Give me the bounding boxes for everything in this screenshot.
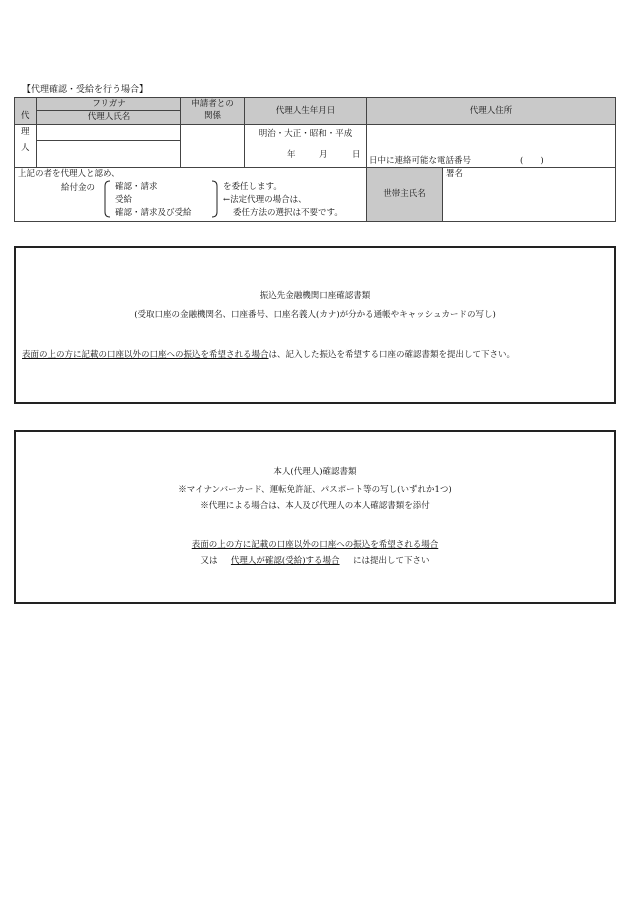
month-label: 月 [319,150,328,160]
bank-box-note-underlined: 表面の上の方に記載の口座以外の口座への振込を希望される場合 [22,350,269,360]
phone-label: 日中に連絡可能な電話番号 [369,156,472,166]
legal-note-2: 委任方法の選択は不要です。 [233,208,343,218]
household-head-label: 世帯主氏名 [383,189,426,199]
agent-name-input[interactable] [37,141,180,167]
id-box-note2-prefix: 又は [200,556,218,566]
era-options[interactable]: 明治・大正・昭和・平成 [258,129,353,139]
relation-label-2: 関係 [203,111,221,121]
bank-document-box [14,246,616,404]
relation-input[interactable] [181,125,244,167]
phone-input[interactable]: ( ) [520,156,544,166]
id-box-line2: ※代理による場合は、本人及び代理人の本人確認書類を添付 [200,501,430,511]
option-receive[interactable]: 受給 [115,195,133,205]
id-box-note [16,538,614,552]
id-document-box [14,430,616,604]
id-box-title: 本人(代理人)確認書類 [273,467,357,477]
birthdate-label: 代理人生年月日 [275,106,336,116]
section-title: 【代理確認・受給を行う場合】 [22,85,149,95]
option-confirm-request[interactable]: 確認・請求 [115,182,158,192]
furigana-label: フリガナ [92,99,126,109]
legal-note-1: ←法定代理の場合は、 [223,195,307,205]
id-box-note2 [16,554,614,568]
delegate-text: を委任します。 [223,182,282,192]
relation-label-1: 申請者との [191,99,234,109]
agent-name-label: 代理人氏名 [87,112,131,122]
day-label: 日 [352,150,361,160]
bank-box-note-rest: は、記入した振込を希望する口座の確認書類を提出して下さい。 [268,350,516,360]
bank-box-title: 振込先金融機関口座確認書類 [259,291,371,301]
bank-box-note [22,348,612,362]
bank-box-subtitle: (受取口座の金融機関名、口座番号、口座名義人(カナ)が分かる通帳やキャッシュカードの写し) [134,310,496,320]
delegation-line1: 上記の者を代理人と認め、 [18,169,120,179]
id-box-note-underlined: 表面の上の方に記載の口座以外の口座への振込を希望される場合 [191,540,439,550]
address-label: 代理人住所 [469,106,513,116]
id-box-note2-underlined: 代理人が確認(受給)する場合 [230,556,340,566]
right-brace-icon [210,180,220,218]
agent-table [14,97,616,222]
option-both[interactable]: 確認・請求及び受給 [115,208,192,218]
signature-input[interactable] [443,181,615,221]
signature-label: 署名 [446,169,464,179]
nin-char: 人 [21,143,30,153]
left-brace-icon [102,180,112,218]
furigana-input[interactable] [37,125,180,140]
ri-char: 理 [21,127,30,137]
id-box-line1: ※マイナンバーカード、運転免許証、パスポート等の写し(いずれか1つ) [178,485,452,495]
year-label: 年 [287,150,296,160]
id-box-note2-suffix: には提出して下さい [352,556,430,566]
dai-char: 代 [21,111,30,121]
benefit-prefix: 給付金の [61,183,96,193]
